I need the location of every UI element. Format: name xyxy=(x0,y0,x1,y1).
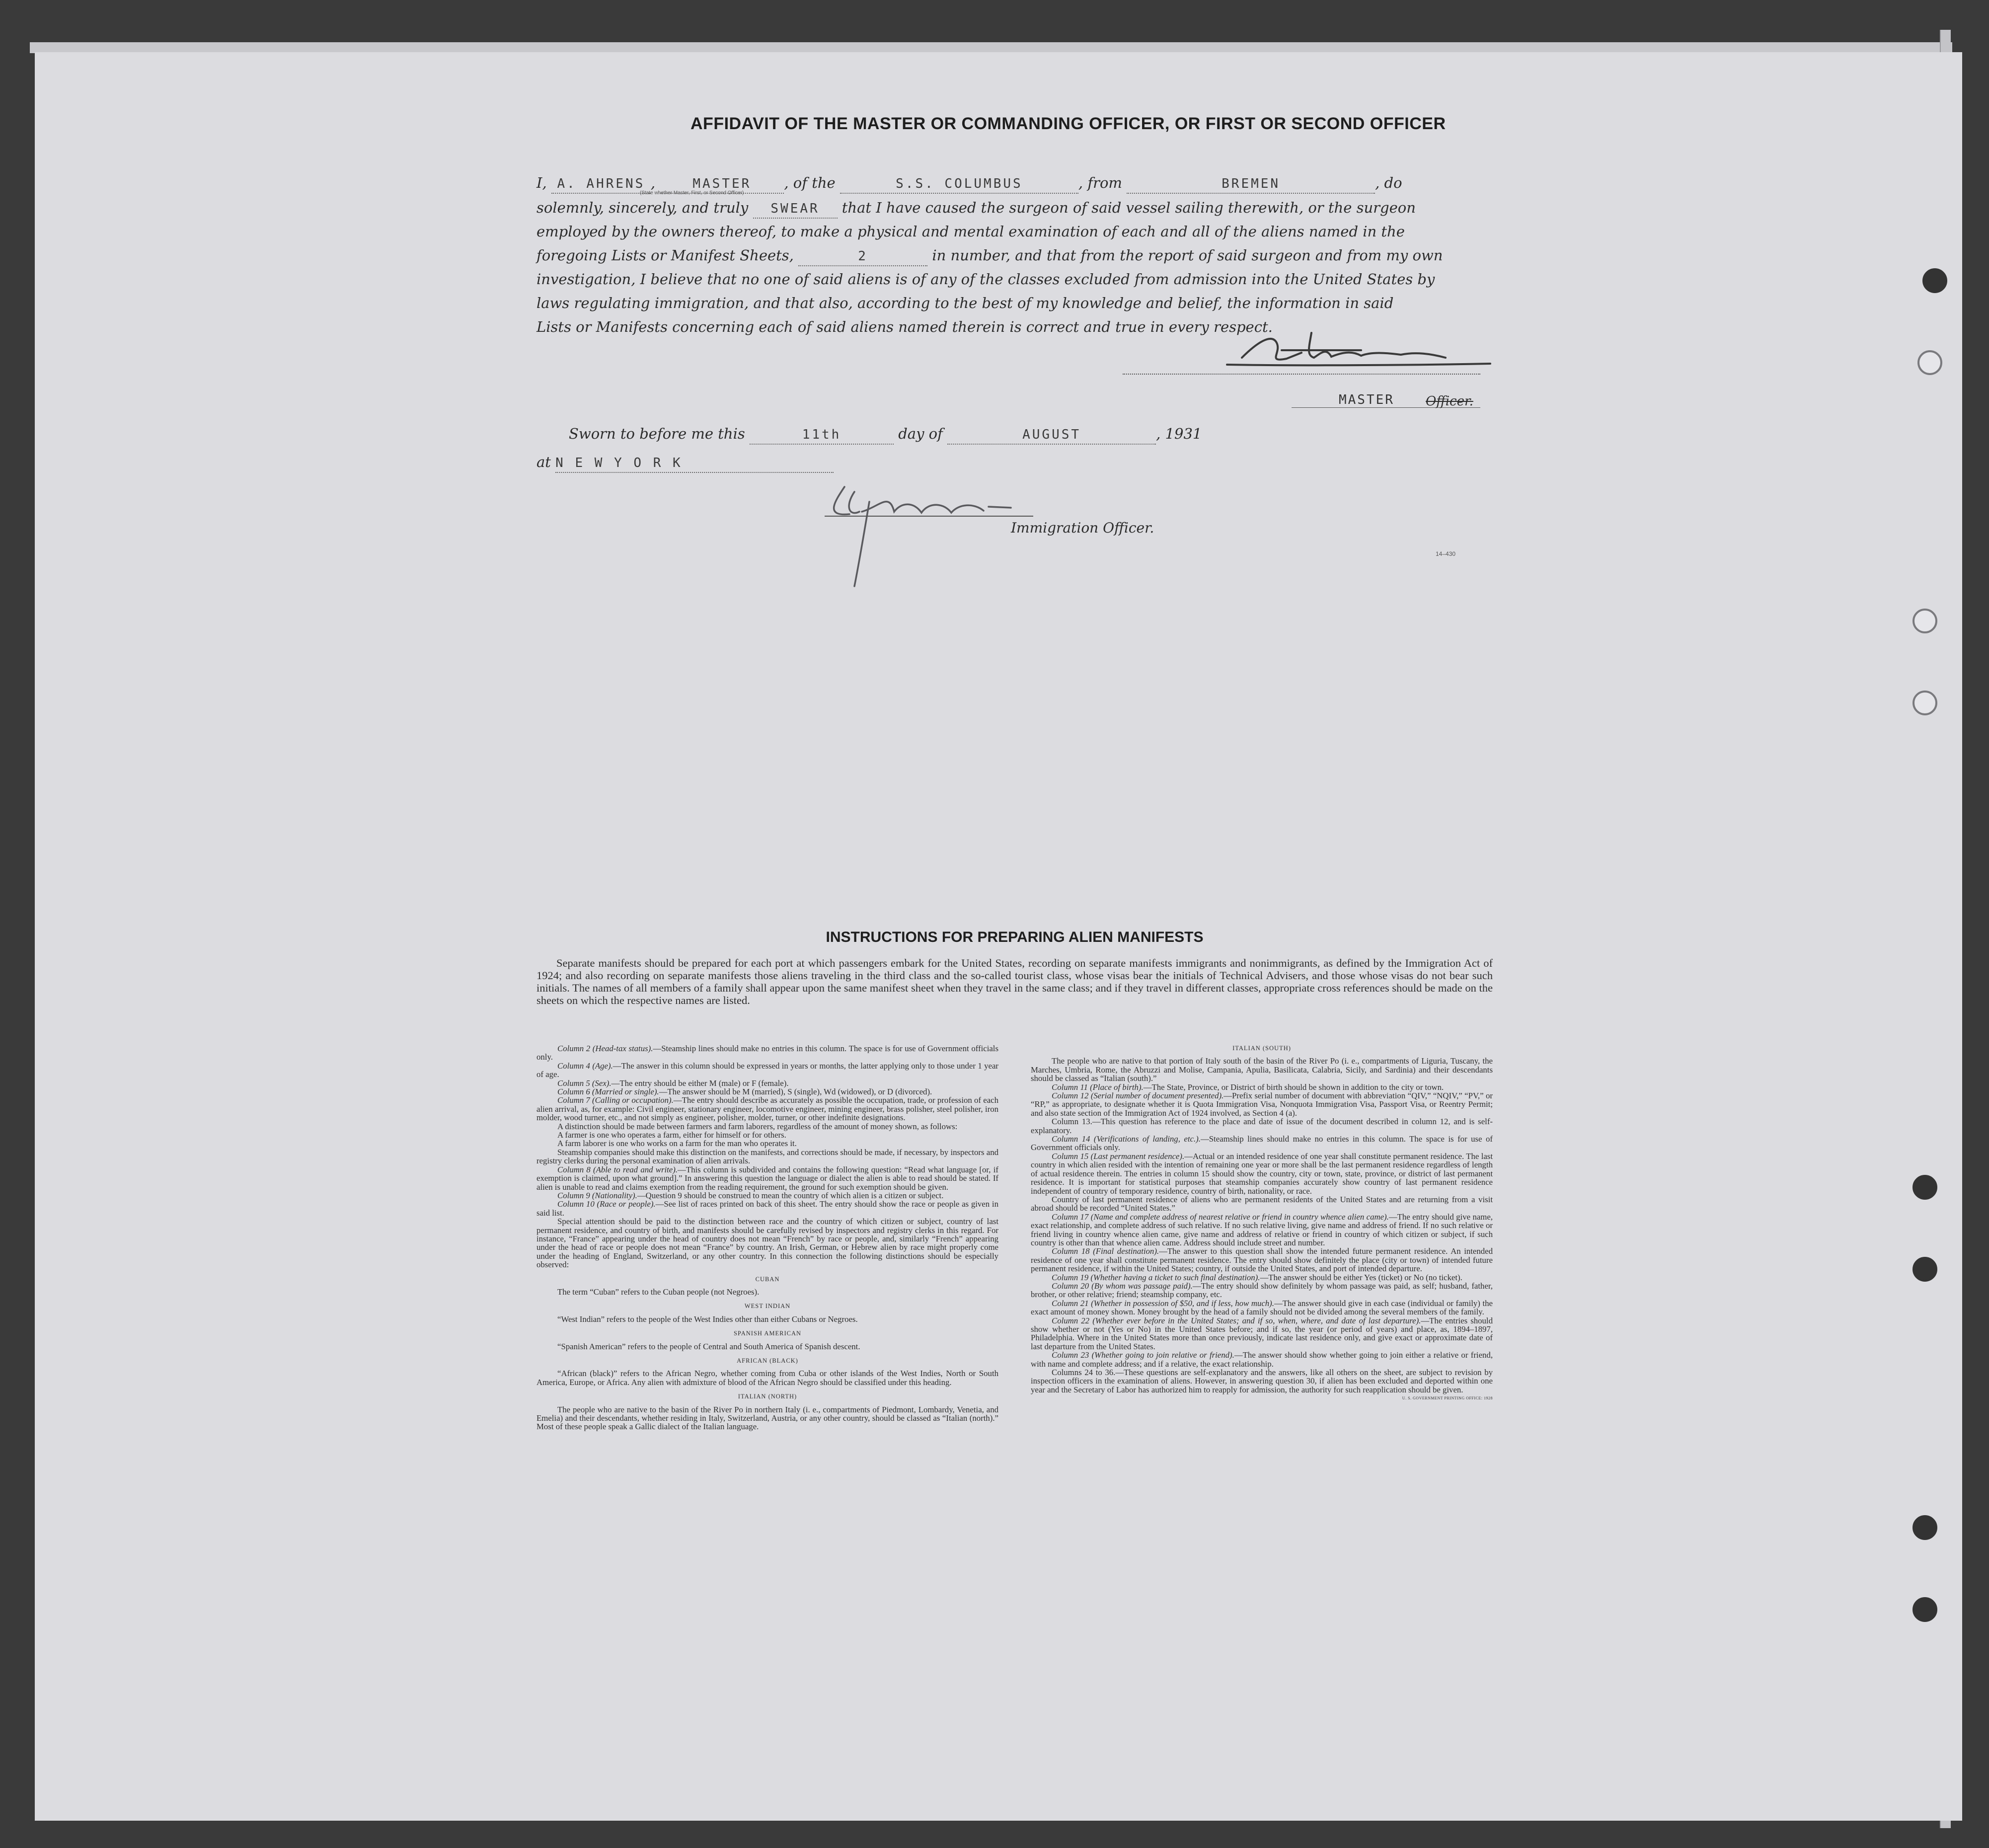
binder-hole xyxy=(1912,1515,1937,1540)
rank-hint: (State whether Master, First, or Second Officer) xyxy=(640,190,744,196)
column-9-note: Column 9 (Nationality).—Question 9 should be construed to mean the country of which alien is a citizen or subject. xyxy=(557,1190,944,1200)
sworn-line xyxy=(569,425,1202,445)
officer-label: Officer. xyxy=(1426,394,1473,409)
italian-north-note: The people who are native to the basin of the River Po in northern Italy (i. e., compartments of Piedmont, Lombardy, Venetia, and Emelia) and their descendants, whether residing in Italy, Switzerland, Austria, or any other country, should be classed as “Italian (north).” Most of these people speak a Gallic dialect of the Italian language. xyxy=(536,1404,998,1432)
location-field: N E W Y O R K xyxy=(555,454,834,473)
west-indian-heading: WEST INDIAN xyxy=(744,1303,791,1310)
line-2b: that I have caused the surgeon of said vessel sailing therewith, or the surgeon xyxy=(842,199,1416,216)
column-21-note: Column 21 (Whether in possession of $50, and if less, how much).—The answer should give in each case (individual or family) the exact amount of money shown. Money brought by the head of a family should not be divided among the several members of the family. xyxy=(1031,1298,1493,1317)
column-5-note: Column 5 (Sex).—The entry should be either M (male) or F (female). xyxy=(557,1078,789,1088)
instructions-intro: Separate manifests should be prepared for each port at which passengers embark for the United States, recording on separate manifests immigrants and nonimmigrants, as defined by the Immigration Act of 1924; and also recording on separate manifests those aliens traveling in the third class and the so-called tourist class, whose visas bear the initials of Technical Advisers, and those whose visas do not bear such initials. The names of all members of a family shall appear upon the same manifest sheet when they travel in the same class; and if they travel in different classes, appropriate cross references should be made on the sheets on which the respective names are listed. xyxy=(536,957,1493,1006)
immigration-officer-label: Immigration Officer. xyxy=(1011,520,1154,536)
instructions-left-column xyxy=(536,1044,998,1431)
at-line xyxy=(536,453,834,473)
sworn-day-field: 11th xyxy=(750,426,894,445)
column-10-note: Column 10 (Race or people).—See list of races printed on back of this sheet. The entry should show the race or people as given in said list. xyxy=(536,1199,998,1218)
signature-line xyxy=(1123,374,1480,375)
sheets-count-field: 2 xyxy=(798,247,927,266)
sworn-month-field: AUGUST xyxy=(947,426,1156,445)
cuban-note: The term “Cuban” refers to the Cuban people (not Negroes). xyxy=(557,1287,760,1297)
column-20-note: Column 20 (By whom was passage paid).—The entry should show definitely by whom passage was paid, as self; husband, father, brother, or other relative; friend; steamship company, etc. xyxy=(1031,1281,1493,1300)
spanish-american-note: “Spanish American” refers to the people of Central and South America of Spanish descent. xyxy=(557,1341,860,1351)
column-13-note: Column 13.—This question has reference to the place and date of issue of the document described in column 12, and is self-explanatory. xyxy=(1031,1117,1493,1135)
affidavit-line-1: I, A. AHRENS , MASTER , of the S.S. COLUMBUS , from BREMEN , do xyxy=(536,174,1402,194)
signer-title: MASTER xyxy=(1339,392,1394,407)
binder-hole xyxy=(1922,268,1947,293)
immigration-signature-line xyxy=(825,516,1033,517)
italian-south-note: The people who are native to that portion of Italy south of the basin of the River Po (i. e., compartments of Liguria, Tuscany, the Marches, Umbria, Rome, the Abruzzi and Molise, Campania, Apulia, Basilicata, Calabria, Sicily, and Sardinia) and their descendants should be classed as “Italian (south).” xyxy=(1031,1056,1493,1083)
affidavit-title: AFFIDAVIT OF THE MASTER OR COMMANDING OFFICER, OR FIRST OR SECOND OFFICER xyxy=(690,114,1446,133)
column-19-note: Column 19 (Whether having a ticket to such final destination).—The answer should be either Yes (ticket) or No (no ticket). xyxy=(1052,1272,1462,1282)
column-11-note: Column 11 (Place of birth).—The State, Province, or District of birth should be shown in addition to the city or town. xyxy=(1052,1082,1444,1092)
column-17-note: Column 17 (Name and complete address of nearest relative or friend in country whence alien came).—The entry should give name, exact relationship, and complete address of such relative. If no such relative living, give name and address of friend. If no such relative or friend living in country whence alien came, give name and address of relative or friend in country of which citizen or subject, if such country is other than that whence alien came. Address should include street and number. xyxy=(1031,1212,1493,1247)
binder-hole xyxy=(1912,1257,1937,1282)
line-4b: in number, and that from the report of said surgeon and from my own xyxy=(932,247,1443,264)
i-label: I, xyxy=(536,174,547,191)
steamship-note: Steamship companies should make this distinction on the manifests, and corrections should be made, if necessary, by inspectors and registry clerks during the personal examination of alien arrivals. xyxy=(536,1147,998,1166)
port-field: BREMEN xyxy=(1127,175,1375,194)
oath-field: SWEAR xyxy=(753,200,838,219)
west-indian-note: “West Indian” refers to the people of the West Indies other than either Cubans or Negroes. xyxy=(557,1314,858,1324)
do-label: , do xyxy=(1375,174,1402,191)
line-4a: foregoing Lists or Manifest Sheets, xyxy=(536,247,794,264)
binder-hole xyxy=(1912,1597,1937,1622)
line-2a: solemnly, sincerely, and truly xyxy=(536,199,749,216)
laborer-note: A farm laborer is one who works on a farm for the man who operates it. xyxy=(557,1139,797,1149)
instructions-title: INSTRUCTIONS FOR PREPARING ALIEN MANIFESTS xyxy=(826,929,1204,945)
page-top-edge xyxy=(30,42,1952,53)
at-label: at xyxy=(536,454,551,470)
binder-hole xyxy=(1912,609,1937,633)
from-label: , from xyxy=(1078,174,1122,191)
columns-24-36-note: Columns 24 to 36.—These questions are self-explanatory and the answers, like all others on the sheet, are subject to revision by inspection officers in the examination of aliens. However, in answering question 30, if alien has been excluded and deported within one year and the Secretary of Labor has authorized him to reapply for admission, the authority for such reapplication should be given. xyxy=(1031,1368,1493,1394)
master-signature xyxy=(1212,323,1510,378)
affidavit-line-6: laws regulating immigration, and that also, according to the best of my knowledge and belief, the information in said xyxy=(536,295,1394,311)
day-of-label: day of xyxy=(898,425,943,442)
year-suffix: 31 xyxy=(1183,425,1202,442)
column-2-note: Column 2 (Head-tax status).—Steamship lines should make no entries in this column. The space is for use of Government officials only. xyxy=(536,1044,998,1062)
officer-rank-field: MASTER xyxy=(660,175,784,194)
affidavit-line-2 xyxy=(536,199,1416,219)
affidavit-line-4 xyxy=(536,246,1443,266)
column-4-note: Column 4 (Age).—The answer in this column should be expressed in years or months, the latter applying only to those under 1 year of age. xyxy=(536,1061,999,1079)
special-attention-note: Special attention should be paid to the distinction between race and the country of which citizen or subject, country of last permanent residence, and country of birth, and manifests should be carefully revised by inspectors and registry clerks in this regard. For instance, “France” appearing under the head of country does not mean “French” by race or people, and, similarly “French” appearing under the head of race or people does not mean “France” by country. An Irish, German, or Hebrew alien by race might properly come under the heading of England, Switzerland, or any other country. In this connection the following distinctions should be especially observed: xyxy=(536,1217,998,1270)
affidavit-line-3: employed by the owners thereof, to make a physical and mental examination of each and all of the aliens named in the xyxy=(536,223,1405,240)
of-the-label: , of the xyxy=(784,174,836,191)
officer-name-field: A. AHRENS xyxy=(551,175,651,194)
year-prefix: , 19 xyxy=(1156,425,1184,442)
printer-imprint: U. S. GOVERNMENT PRINTING OFFICE: 1928 xyxy=(1402,1396,1493,1401)
spanish-american-heading: SPANISH AMERICAN xyxy=(733,1330,802,1337)
cuban-heading: CUBAN xyxy=(755,1275,780,1283)
distinction-note: A distinction should be made between farmers and farm laborers, regardless of the amount of money shown, as follows: xyxy=(557,1121,958,1131)
column-7-note: Column 7 (Calling or occupation).—The entry should describe as accurately as possible the occupation, trade, or profession of each alien arrival, as, for example: Civil engineer, stationary engineer, locomotive engineer, mining engineer, brass polisher, steel polisher, iron molder, wood turner, etc., and not simply as engineer, polisher, molder, turner, or other indefinite designations. xyxy=(536,1095,999,1123)
binder-hole xyxy=(1917,350,1942,375)
column-6-note: Column 6 (Married or single).—The answer should be M (married), S (single), Wd (widowed), or D (divorced). xyxy=(557,1087,932,1097)
column-23-note: Column 23 (Whether going to join relative or friend).—The answer should show whether going to join either a relative or friend, with name and complete address; and if a relative, the exact relationship. xyxy=(1031,1350,1493,1369)
african-note: “African (black)” refers to the African Negro, whether coming from Cuba or other islands of the West Indies, North or South America, Europe, or Africa. Any alien with admixture of blood of the African Negro should be classified under this heading. xyxy=(536,1369,998,1387)
binder-hole xyxy=(1912,1175,1937,1200)
affidavit-line-5: investigation, I believe that no one of said aliens is of any of the classes excluded from admission into the United States by xyxy=(536,271,1435,288)
farmer-note: A farmer is one who operates a farm, either for himself or for others. xyxy=(557,1130,786,1140)
column-18-note: Column 18 (Final destination).—The answer to this question shall show the intended future permanent residence. An intended residence of one year shall constitute permanent residence. The entry should show definitely the place (city or town) of intended future permanent residence, if within the United States; country, if outside the United States, and port of intended departure. xyxy=(1031,1246,1493,1274)
column-22-note: Column 22 (Whether ever before in the United States; and if so, when, where, and date of last departure).—The entries should show whether or not (Yes or No) in the United States before; and if so, the year (or period of years) and place, as, 1894–1897, Philadelphia. Where in the United States more than once previously, indicate last residence only, and give exact or approximate date of last departure from the United States. xyxy=(1031,1315,1493,1351)
form-number: 14–430 xyxy=(1436,550,1456,557)
immigration-officer-signature xyxy=(815,472,1023,591)
affidavit-line-7: Lists or Manifests concerning each of said aliens named therein is correct and true in every respect. xyxy=(536,318,1273,335)
binder-hole xyxy=(1912,691,1937,715)
column-8-note: Column 8 (Able to read and write).—This column is subdivided and contains the following question: “Read what language [or, if exemption is claimed, upon what ground].” In answering this question the language or dialect the alien is able to read should be stated. If alien is unable to read and claims exemption from the reading requirement, the ground for such exemption should be given. xyxy=(536,1164,998,1192)
african-heading: AFRICAN (BLACK) xyxy=(737,1357,798,1364)
column-14-note: Column 14 (Verifications of landing, etc.).—Steamship lines should make no entries in this column. The space is for use of Government officials only. xyxy=(1031,1134,1493,1153)
column-12-note: Column 12 (Serial number of document presented).—Prefix serial number of document with abbreviation “QIV,” “NQIV,” “PV,” or “RP,” as appropriate, to designate whether it is Quota Immigration Visa, Nonquota Immigration Visa, Passport Visa, or Reentry Permit; and also state section of the Immigration Act of 1924 involved, as Section 4 (a). xyxy=(1031,1091,1493,1118)
column-15-note: Column 15 (Last permanent residence).—Actual or an intended residence of one year shall constitute permanent residence. The last country in which alien resided with the intention of remaining one year or more shall be the last permanent residence regardless of length of actual residence therein. The entries in column 15 should show the country, city or town, state, province, or district of last permanent residence. It is important for statistical purposes that steamship companies accurately show country of last permanent residence independent of country of temporary residence, country of birth, nationality, or race. xyxy=(1031,1151,1493,1196)
country-residence-note: Country of last permanent residence of aliens who are permanent residents of the United States and are returning from a visit abroad should be recorded “United States.” xyxy=(1031,1194,1493,1213)
ship-name-field: S.S. COLUMBUS xyxy=(840,175,1078,194)
sworn-label: Sworn to before me this xyxy=(569,425,745,442)
italian-north-heading: ITALIAN (NORTH) xyxy=(738,1393,797,1400)
italian-south-heading: ITALIAN (SOUTH) xyxy=(1232,1045,1291,1052)
instructions-right-column xyxy=(1031,1044,1493,1403)
